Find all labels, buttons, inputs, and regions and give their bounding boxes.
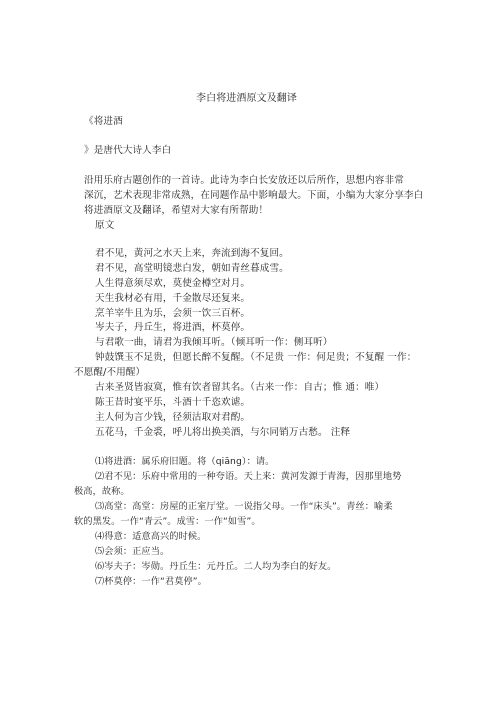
poem-line-1: 君不见，黄河之水天上来，奔流到海不复回。 [95,248,289,259]
poem-line-5: 烹羊宰牛且为乐，会须一饮三百杯。 [95,308,251,319]
note-7: ⑺杯莫停：一作“君莫停”。 [95,576,207,587]
note-6: ⑹岑夫子：岑勋。丹丘生：元丹丘。二人均为李白的好友。 [95,561,337,572]
poem-line-11: 主人何为言少钱，径须沽取对君酌。 [95,412,251,423]
poem-line-2: 君不见，高堂明镜悲白发，朝如青丝暮成雪。 [95,263,289,274]
intro-line-5: 将进酒原文及翻译，希望对大家有所帮助！ [84,205,269,216]
poem-line-9: 古来圣贤皆寂寞，惟有饮者留其名。（古来一作：自古；惟 通：唯） [95,382,385,393]
note-2-cont: 极高，故称。 [74,486,130,497]
poem-line-7: 与君歌一曲，请君为我倾耳听。（倾耳听一作：侧耳听） [95,337,333,348]
poem-line-4: 天生我材必有用，千金散尽还复来。 [95,293,251,304]
poem-line-6: 岑夫子，丹丘生，将进酒，杯莫停。 [95,322,251,333]
note-2: ⑵君不见：乐府中常用的一种夸语。天上来：黄河发源于青海，因那里地势 [95,471,402,482]
note-3-cont: 软的黑发。一作“青云”。成雪：一作“如雪”。 [74,516,261,527]
intro-line-4: 深沉，艺术表现非常成熟，在同题作品中影响最大。下面，小编为大家分享李白 [84,190,424,201]
note-5: ⑸会须：正应当。 [95,546,170,557]
poem-line-3: 人生得意须尽欢，莫使金樽空对月。 [95,278,251,289]
poem-line-8: 钟鼓馔玉不足贵，但愿长醉不复醒。（不足贵 一作：何足贵；不复醒 一作： [95,352,417,363]
poem-line-8-cont: 不愿醒/不用醒） [74,367,146,378]
poem-line-12: 五花马，千金裘，呼儿将出换美酒，与尔同销万古愁。 注释 [95,427,351,438]
document-title: 李白将进酒原文及翻译 [196,93,297,104]
note-3: ⑶高堂：高堂：房屋的正室厅堂。一说指父母。一作“床头”。青丝：喻柔 [95,501,393,512]
note-1: ⑴将进酒：属乐府旧题。将（qiāng）：请。 [95,456,275,467]
intro-line-3: 沿用乐府古题创作的一首诗。此诗为李白长安放还以后所作，思想内容非常 [84,175,404,186]
intro-line-1: 《将进酒 [84,116,123,127]
poem-line-10: 陈王昔时宴平乐，斗酒十千恣欢谑。 [95,397,251,408]
intro-heading-original: 原文 [95,220,115,231]
intro-line-2: 》是唐代大诗人李白 [84,145,172,156]
note-4: ⑷得意：适意高兴的时候。 [95,531,207,542]
